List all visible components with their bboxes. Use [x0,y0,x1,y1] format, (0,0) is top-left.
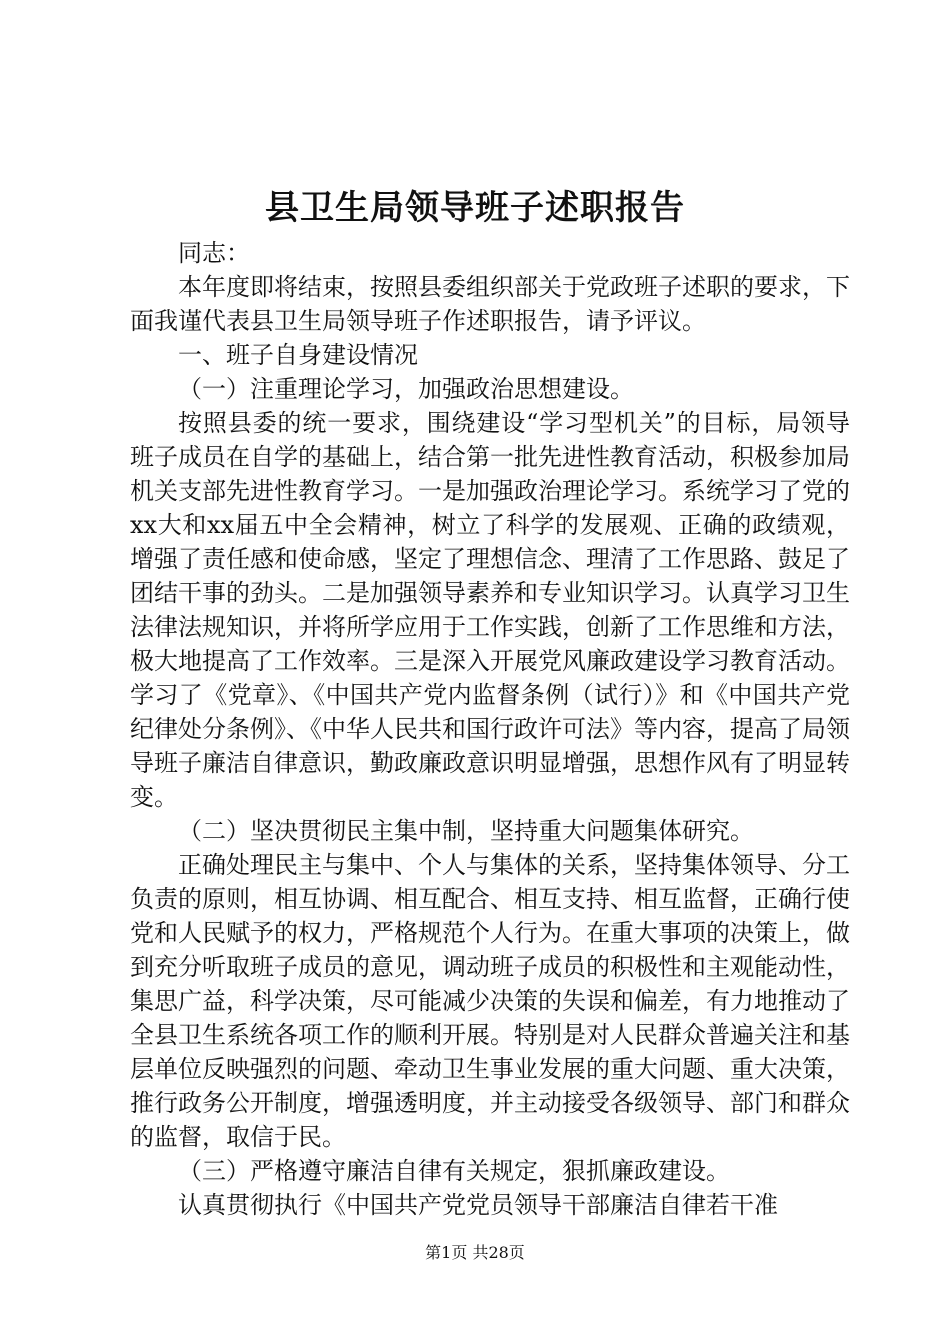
subsection-heading-3: （三）严格遵守廉洁自律有关规定，狠抓廉政建设。 [178,1157,730,1185]
section-heading-1: 一、班子自身建设情况 [178,341,418,369]
subsection-heading-1: （一）注重理论学习，加强政治思想建设。 [178,375,634,403]
salutation: 同志： [178,239,250,267]
document-title: 县卫生局领导班子述职报告 [265,188,685,228]
document-body [130,236,850,1222]
page-footer: 第1页 共28页 [425,1243,525,1262]
body-paragraph-3: 认真贯彻执行《中国共产党党员领导干部廉洁自律若干准 [178,1191,778,1219]
intro-paragraph: 本年度即将结束，按照县委组织部关于党政班子述职的要求，下面我谨代表县卫生局领导班子作述职报告，请予评议。 [130,273,850,335]
body-paragraph-1: 按照县委的统一要求，围绕建设“学习型机关”的目标，局领导班子成员在自学的基础上，结合第一批先进性教育活动，积极参加局机关支部先进性教育学习。一是加强政治理论学习。系统学习了党的xx大和xx届五中全会精神，树立了科学的发展观、正确的政绩观，增强了责任感和使命感，坚定了理想信念、理清了工作思路、鼓足了团结干事的劲头。二是加强领导素养和专业知识学习。认真学习卫生法律法规知识，并将所学应用于工作实践，创新了工作思维和方法，极大地提高了工作效率。三是深入开展党风廉政建设学习教育活动。学习了《党章》、《中国共产党内监督条例（试行）》和《中国共产党纪律处分条例》、《中华人民共和国行政许可法》等内容，提高了局领导班子廉洁自律意识，勤政廉政意识明显增强，思想作风有了明显转变。 [130,409,850,811]
body-paragraph-2: 正确处理民主与集中、个人与集体的关系，坚持集体领导、分工负责的原则，相互协调、相互配合、相互支持、相互监督，正确行使党和人民赋予的权力，严格规范个人行为。在重大事项的决策上，做到充分听取班子成员的意见，调动班子成员的积极性和主观能动性，集思广益，科学决策，尽可能减少决策的失误和偏差，有力地推动了全县卫生系统各项工作的顺利开展。特别是对人民群众普遍关注和基层单位反映强烈的问题、牵动卫生事业发展的重大问题、重大决策，推行政务公开制度，增强透明度，并主动接受各级领导、部门和群众的监督，取信于民。 [130,851,850,1151]
subsection-heading-2: （二）坚决贯彻民主集中制，坚持重大问题集体研究。 [178,817,754,845]
